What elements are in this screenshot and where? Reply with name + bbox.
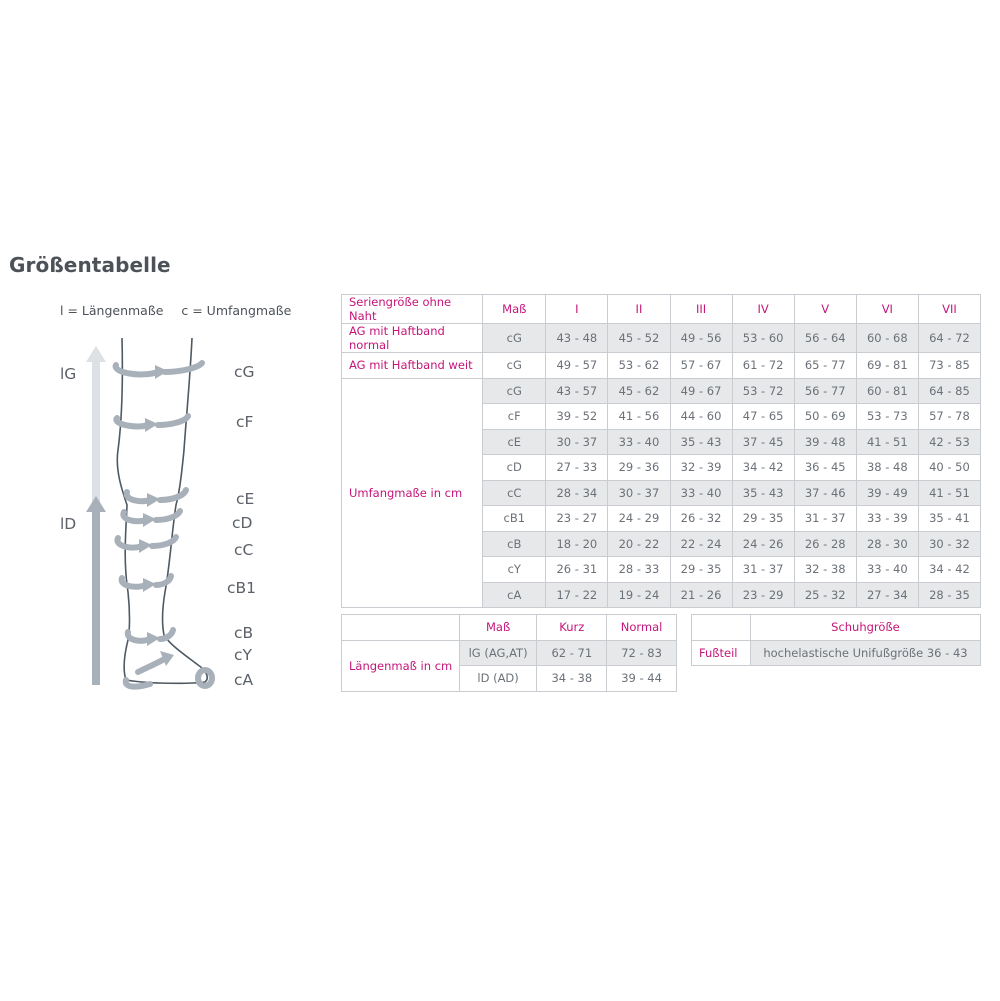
measure-label-ca: cA <box>234 671 254 689</box>
header-cell <box>342 615 460 641</box>
measure-label-cb1: cB1 <box>227 579 257 597</box>
value-cell: 34 - 38 <box>537 666 607 692</box>
value-cell: 21 - 26 <box>670 582 732 608</box>
value-cell: 41 - 51 <box>918 480 980 506</box>
value-cell: 44 - 60 <box>670 404 732 430</box>
value-cell: 27 - 33 <box>546 455 608 481</box>
mass-cell: lG (AG,AT) <box>459 640 537 666</box>
value-cell: 34 - 42 <box>918 557 980 583</box>
header-cell <box>692 615 751 641</box>
value-cell: 29 - 35 <box>670 557 732 583</box>
value-cell: 18 - 20 <box>546 531 608 557</box>
header-cell: Maß <box>459 615 537 641</box>
value-cell: 41 - 51 <box>856 429 918 455</box>
value-cell: 49 - 67 <box>670 378 732 404</box>
measure-label-cg: cG <box>234 363 255 381</box>
value-cell: 72 - 83 <box>607 640 677 666</box>
leg-illustration <box>0 330 300 710</box>
value-cell: 45 - 62 <box>608 378 670 404</box>
value-cell: 32 - 39 <box>670 455 732 481</box>
mass-cell: cF <box>483 404 546 430</box>
value-cell: 17 - 22 <box>546 582 608 608</box>
value-cell: 53 - 60 <box>732 324 794 353</box>
table-row <box>342 378 981 404</box>
measure-label-cy: cY <box>234 646 252 664</box>
value-cell: 50 - 69 <box>794 404 856 430</box>
value-cell: 39 - 44 <box>607 666 677 692</box>
value-cell: 33 - 39 <box>856 506 918 532</box>
value-cell: 30 - 37 <box>608 480 670 506</box>
legend <box>60 303 305 318</box>
value-cell: 73 - 85 <box>918 353 980 379</box>
value-cell: 64 - 72 <box>918 324 980 353</box>
value-cell: 39 - 49 <box>856 480 918 506</box>
value-cell: 39 - 52 <box>546 404 608 430</box>
row-label: AG mit Haftband normal <box>342 324 483 353</box>
value-cell: 43 - 57 <box>546 378 608 404</box>
value-cell: 23 - 29 <box>732 582 794 608</box>
header-cell: VII <box>918 295 980 324</box>
measure-label-cf: cF <box>236 413 254 431</box>
value-cell: 28 - 30 <box>856 531 918 557</box>
row-label: Längenmaß in cm <box>342 640 460 691</box>
header-cell: I <box>546 295 608 324</box>
value-cell: 37 - 45 <box>732 429 794 455</box>
value-cell: 61 - 72 <box>732 353 794 379</box>
value-cell: 53 - 73 <box>856 404 918 430</box>
value-cell: 53 - 72 <box>732 378 794 404</box>
header-cell: Kurz <box>537 615 607 641</box>
legend-circumference: c = Umfangmaße <box>181 303 292 318</box>
value-cell: 45 - 52 <box>608 324 670 353</box>
value-cell: 47 - 65 <box>732 404 794 430</box>
mass-cell: cA <box>483 582 546 608</box>
value-cell: 49 - 57 <box>546 353 608 379</box>
value-cell: 31 - 37 <box>794 506 856 532</box>
value-cell: 35 - 43 <box>670 429 732 455</box>
header-cell: VI <box>856 295 918 324</box>
value-cell: 57 - 67 <box>670 353 732 379</box>
value-cell: 30 - 32 <box>918 531 980 557</box>
value-cell: 33 - 40 <box>856 557 918 583</box>
value-cell: 62 - 71 <box>537 640 607 666</box>
value-cell: 23 - 27 <box>546 506 608 532</box>
axis-label-lg: lG <box>60 365 77 383</box>
row-label: Fußteil <box>692 640 751 666</box>
measure-label-cd: cD <box>232 514 253 532</box>
value-cell: 25 - 32 <box>794 582 856 608</box>
value-cell: 28 - 34 <box>546 480 608 506</box>
table-row <box>342 324 981 353</box>
value-cell: 40 - 50 <box>918 455 980 481</box>
header-cell: Schuhgröße <box>750 615 980 641</box>
value-cell: 56 - 77 <box>794 378 856 404</box>
value-cell: 35 - 41 <box>918 506 980 532</box>
value-cell: 28 - 33 <box>608 557 670 583</box>
mass-cell: cC <box>483 480 546 506</box>
value-cell: 24 - 29 <box>608 506 670 532</box>
header-cell: Maß <box>483 295 546 324</box>
value-cell: 69 - 81 <box>856 353 918 379</box>
mass-cell: lD (AD) <box>459 666 537 692</box>
table-header-row <box>692 615 981 641</box>
value-cell: 41 - 56 <box>608 404 670 430</box>
header-cell: IV <box>732 295 794 324</box>
value-cell: 65 - 77 <box>794 353 856 379</box>
value-cell: 35 - 43 <box>732 480 794 506</box>
value-cell: 38 - 48 <box>856 455 918 481</box>
value-cell: 34 - 42 <box>732 455 794 481</box>
value-cell: 53 - 62 <box>608 353 670 379</box>
measure-label-cc: cC <box>234 541 254 559</box>
table-row <box>692 640 981 666</box>
foot-table <box>691 614 981 666</box>
value-cell: 30 - 37 <box>546 429 608 455</box>
mass-cell: cE <box>483 429 546 455</box>
value-cell: 36 - 45 <box>794 455 856 481</box>
mass-cell: cG <box>483 378 546 404</box>
table-row <box>342 640 677 666</box>
value-cell: 19 - 24 <box>608 582 670 608</box>
value-cell: 64 - 85 <box>918 378 980 404</box>
value-cell: 49 - 56 <box>670 324 732 353</box>
length-arrow-ld <box>86 496 106 685</box>
value-cell: 31 - 37 <box>732 557 794 583</box>
value-cell: 22 - 24 <box>670 531 732 557</box>
value-cell: 39 - 48 <box>794 429 856 455</box>
mass-cell: cD <box>483 455 546 481</box>
value-cell: hochelastische Unifußgröße 36 - 43 <box>750 640 980 666</box>
header-cell: Seriengröße ohne Naht <box>342 295 483 324</box>
value-cell: 37 - 46 <box>794 480 856 506</box>
value-cell: 29 - 36 <box>608 455 670 481</box>
value-cell: 26 - 31 <box>546 557 608 583</box>
header-cell: Normal <box>607 615 677 641</box>
group-label: Umfangmaße in cm <box>342 378 483 608</box>
page-title: Größentabelle <box>9 253 171 277</box>
legend-length: l = Längenmaße <box>60 303 164 318</box>
circumference-arrows <box>116 363 212 687</box>
measure-label-ce: cE <box>236 490 255 508</box>
value-cell: 60 - 68 <box>856 324 918 353</box>
header-cell: II <box>608 295 670 324</box>
value-cell: 43 - 48 <box>546 324 608 353</box>
value-cell: 20 - 22 <box>608 531 670 557</box>
header-cell: III <box>670 295 732 324</box>
value-cell: 24 - 26 <box>732 531 794 557</box>
value-cell: 42 - 53 <box>918 429 980 455</box>
value-cell: 32 - 38 <box>794 557 856 583</box>
value-cell: 33 - 40 <box>608 429 670 455</box>
table-header-row <box>342 295 981 324</box>
header-cell: V <box>794 295 856 324</box>
mass-cell: cB1 <box>483 506 546 532</box>
value-cell: 28 - 35 <box>918 582 980 608</box>
measure-label-cb: cB <box>234 624 254 642</box>
value-cell: 27 - 34 <box>856 582 918 608</box>
axis-label-ld: lD <box>60 515 77 533</box>
value-cell: 57 - 78 <box>918 404 980 430</box>
length-table <box>341 614 677 692</box>
value-cell: 33 - 40 <box>670 480 732 506</box>
value-cell: 56 - 64 <box>794 324 856 353</box>
value-cell: 60 - 81 <box>856 378 918 404</box>
mass-cell: cG <box>483 324 546 353</box>
size-table <box>341 294 981 608</box>
leg-diagram <box>0 330 300 710</box>
table-row <box>342 353 981 379</box>
table-header-row <box>342 615 677 641</box>
row-label: AG mit Haftband weit <box>342 353 483 379</box>
mass-cell: cB <box>483 531 546 557</box>
mass-cell: cY <box>483 557 546 583</box>
value-cell: 26 - 32 <box>670 506 732 532</box>
mass-cell: cG <box>483 353 546 379</box>
value-cell: 29 - 35 <box>732 506 794 532</box>
value-cell: 26 - 28 <box>794 531 856 557</box>
